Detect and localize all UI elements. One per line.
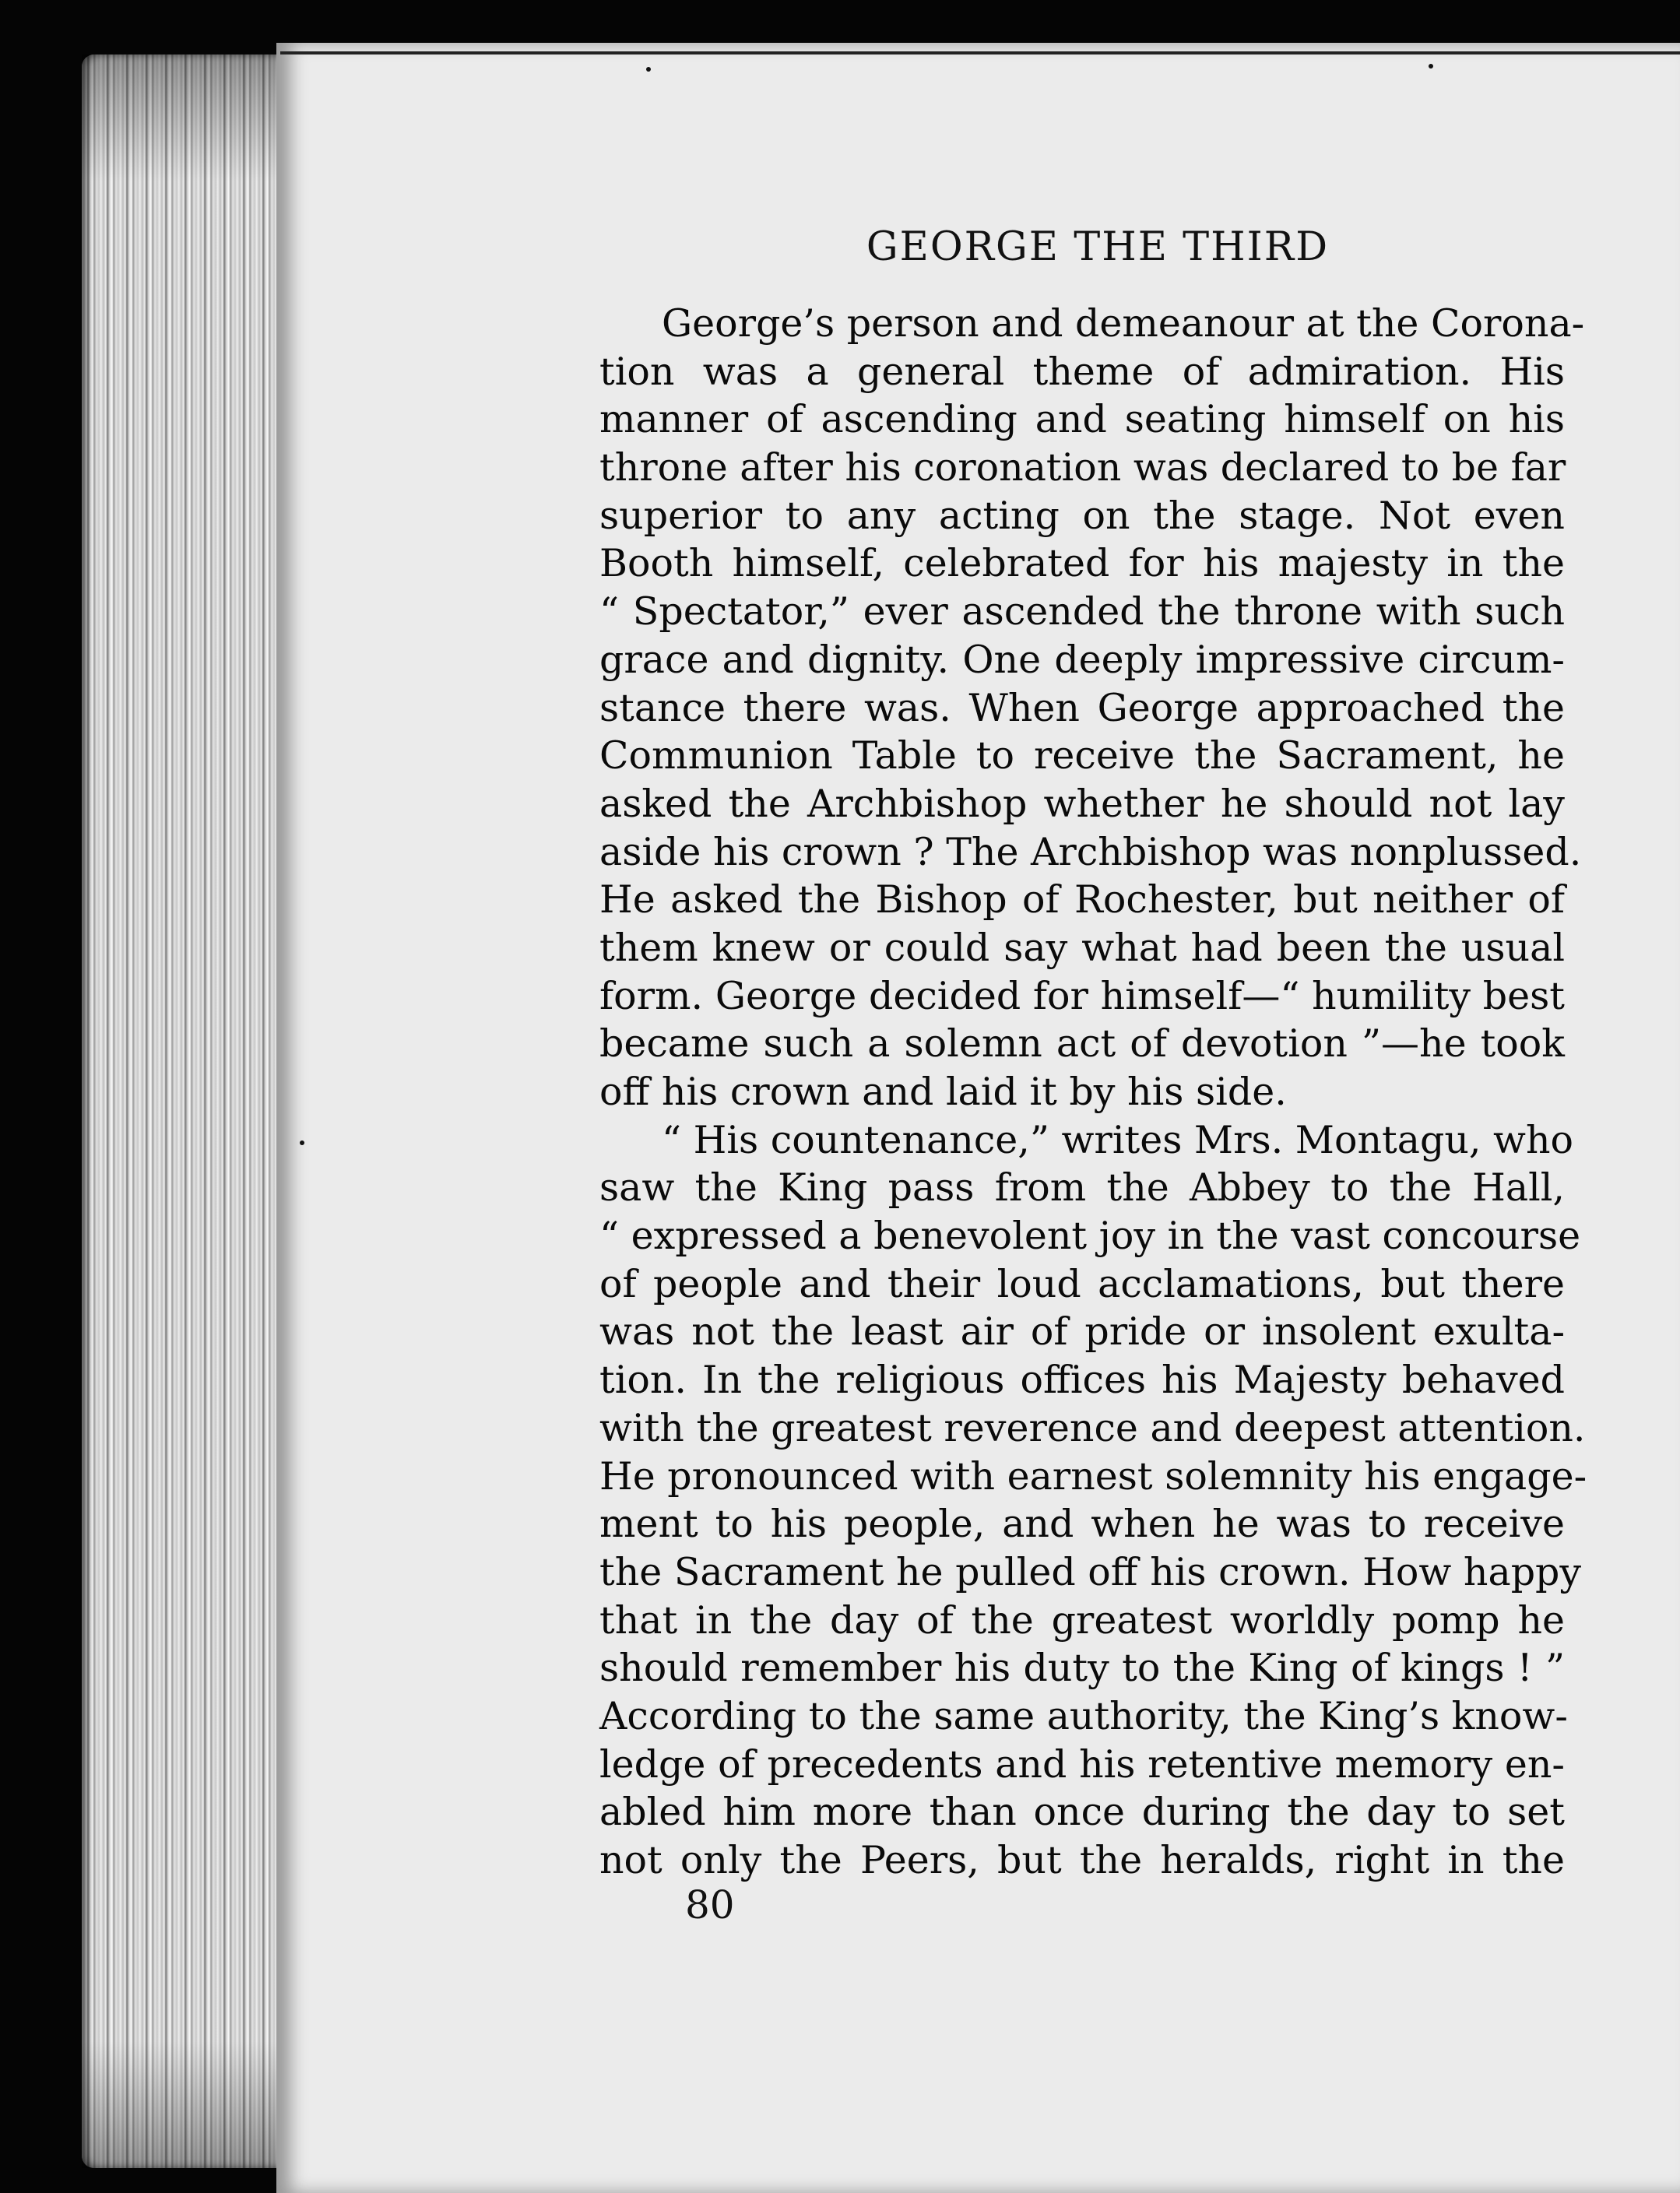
- text-line: According to the same authority, the King’s know-: [599, 1693, 1568, 1738]
- text-line: the Sacrament he pulled off his crown. How happy: [599, 1549, 1582, 1594]
- text-line: asked the Archbishop whether he should not lay: [599, 781, 1565, 826]
- page-top-rule: [280, 51, 1680, 54]
- text-line: should remember his duty to the King of kings ! ”: [599, 1646, 1565, 1691]
- text-line: tion. In the religious offices his Majesty behaved: [599, 1358, 1565, 1403]
- text-line: form. George decided for himself—“ humility best: [599, 973, 1565, 1018]
- text-line: George’s person and demeanour at the Corona-: [662, 301, 1585, 346]
- text-line: ment to his people, and when he was to receive: [599, 1502, 1565, 1547]
- text-line: Communion Table to receive the Sacrament, he: [599, 733, 1565, 778]
- text-line: of people and their loud acclamations, but there: [599, 1261, 1565, 1306]
- text-line: aside his crown ? The Archbishop was nonplussed.: [599, 829, 1582, 874]
- text-line: that in the day of the greatest worldly pomp he: [599, 1597, 1565, 1643]
- text-line: became such a solemn act of devotion ”—he took: [599, 1021, 1565, 1067]
- book-page-edges: [82, 54, 284, 2168]
- text-line: saw the King pass from the Abbey to the Hall,: [599, 1165, 1565, 1211]
- text-line: was not the least air of pride or insolent exulta-: [599, 1309, 1565, 1355]
- text-line: He asked the Bishop of Rochester, but neither of: [599, 877, 1565, 923]
- text-line: manner of ascending and seating himself on his: [599, 397, 1565, 442]
- body-text: [599, 300, 1587, 1885]
- text-line: throne after his coronation was declared to be far: [599, 445, 1566, 490]
- page-number: 80: [685, 1882, 735, 1928]
- text-line: grace and dignity. One deeply impressive circum-: [599, 637, 1565, 682]
- text-line: Booth himself, celebrated for his majesty in the: [599, 541, 1565, 586]
- text-line: “ expressed a benevolent joy in the vast concourse: [599, 1214, 1581, 1259]
- running-head: GEORGE THE THIRD: [866, 224, 1330, 270]
- text-line: them knew or could say what had been the usual: [599, 925, 1565, 970]
- scan-speck: [1429, 64, 1433, 69]
- text-line: stance there was. When George approached the: [599, 685, 1565, 730]
- text-line: abled him more than once during the day to set: [599, 1790, 1565, 1835]
- text-line: off his crown and laid it by his side.: [599, 1070, 1287, 1114]
- text-line: ledge of precedents and his retentive memory en-: [599, 1741, 1565, 1787]
- text-line: with the greatest reverence and deepest attention.: [599, 1405, 1586, 1450]
- scan-speck: [646, 67, 651, 72]
- text-line: “ Spectator,” ever ascended the throne with such: [599, 589, 1565, 634]
- text-line: not only the Peers, but the heralds, right in the: [599, 1838, 1565, 1882]
- scan-speck: [300, 1140, 304, 1145]
- text-line: “ His countenance,” writes Mrs. Montagu, who: [662, 1117, 1574, 1162]
- text-line: superior to any acting on the stage. Not even: [599, 493, 1565, 538]
- text-line: tion was a general theme of admiration. His: [599, 349, 1565, 394]
- text-line: He pronounced with earnest solemnity his engage-: [599, 1453, 1587, 1499]
